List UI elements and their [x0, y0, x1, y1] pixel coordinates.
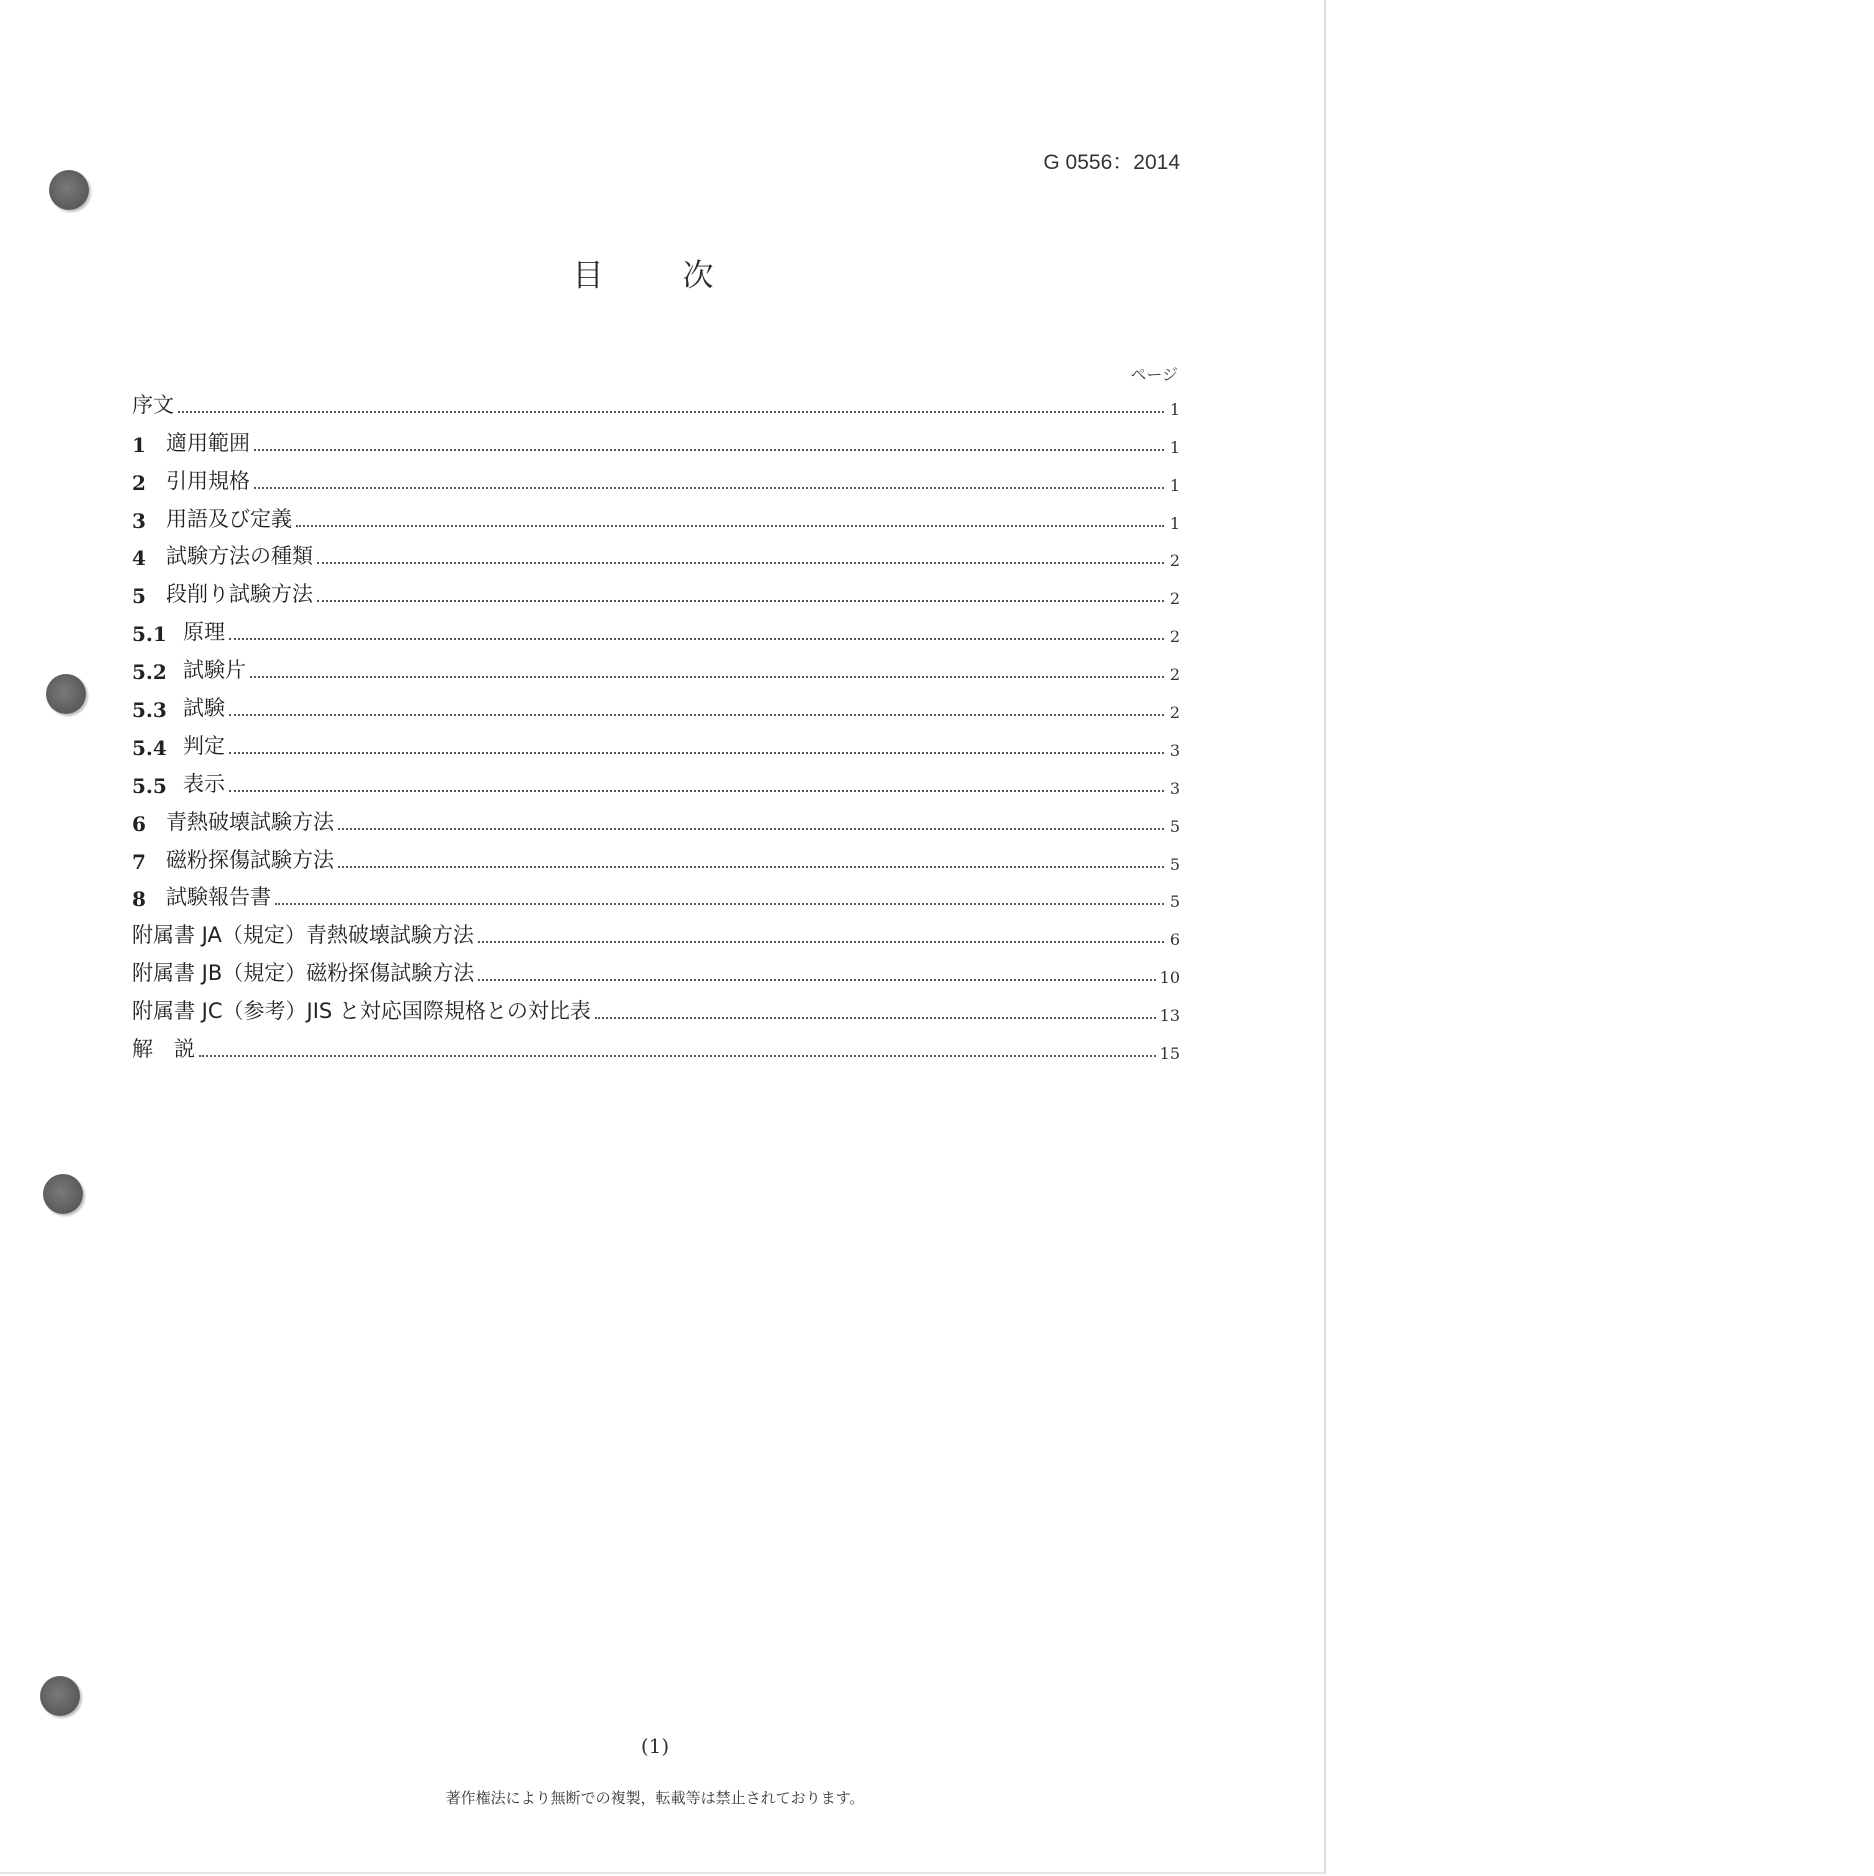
toc-entry[interactable] — [132, 573, 1180, 611]
toc-leader-dots — [254, 487, 1164, 489]
toc-leader-dots — [317, 600, 1164, 602]
toc-leader-dots — [275, 903, 1164, 905]
toc-entry[interactable] — [132, 914, 1180, 952]
toc-leader-dots — [478, 979, 1155, 981]
toc-entry-title: 試験 — [183, 696, 225, 721]
toc-leader-dots — [595, 1017, 1156, 1019]
toc-entry-page: 2 — [1169, 627, 1180, 647]
toc-entry[interactable] — [132, 763, 1180, 801]
toc-entry-page: 1 — [1169, 399, 1180, 419]
toc-leader-dots — [338, 828, 1164, 830]
toc-entry-number: 1 — [132, 432, 146, 457]
toc-entry[interactable] — [132, 649, 1180, 687]
document-code: G 0556：2014 — [1043, 151, 1180, 174]
toc-entry-number: 5 — [132, 584, 146, 609]
page-column-label: ページ — [1130, 365, 1178, 384]
toc-entry[interactable] — [132, 536, 1180, 574]
toc-entry[interactable] — [132, 422, 1180, 460]
toc-entry-page: 13 — [1159, 1006, 1180, 1026]
toc-entry[interactable] — [132, 877, 1180, 915]
toc-leader-dots — [229, 752, 1164, 754]
toc-entry-page: 15 — [1159, 1044, 1180, 1064]
toc-entry-page: 2 — [1169, 703, 1180, 723]
toc-leader-dots — [338, 866, 1164, 868]
toc-entry-title: 序文 — [132, 392, 174, 417]
toc-entry-number: 4 — [132, 546, 146, 571]
toc-entry-number: 5.5 — [132, 773, 167, 798]
toc-entry-page: 2 — [1169, 665, 1180, 685]
toc-entry-page: 1 — [1169, 437, 1180, 457]
toc-leader-dots — [250, 676, 1164, 678]
toc-entry-page: 5 — [1169, 854, 1180, 874]
punch-hole — [43, 1174, 83, 1214]
toc-entry-page: 5 — [1169, 892, 1180, 912]
toc-leader-dots — [254, 449, 1164, 451]
toc-entry-page: 3 — [1169, 778, 1180, 798]
toc-leader-dots — [178, 411, 1164, 413]
toc-entry-title: 試験片 — [183, 658, 246, 683]
toc-entry-page: 1 — [1169, 513, 1180, 533]
toc-entry-number: 5.4 — [132, 735, 167, 760]
toc-entry-page: 3 — [1169, 740, 1180, 760]
toc-entry[interactable] — [132, 839, 1180, 877]
toc-entry[interactable] — [132, 801, 1180, 839]
punch-hole — [49, 170, 89, 210]
toc-entry-title: 試験方法の種類 — [166, 544, 313, 569]
toc-entry-number: 5.1 — [132, 622, 167, 647]
toc-entry[interactable] — [132, 384, 1180, 422]
punch-hole — [40, 1676, 80, 1716]
toc-entry-page: 2 — [1169, 589, 1180, 609]
toc-leader-dots — [199, 1055, 1156, 1057]
toc-entry-page: 2 — [1169, 551, 1180, 571]
toc-entry-number: 3 — [132, 508, 146, 533]
toc-entry[interactable] — [132, 611, 1180, 649]
toc-entry-title: 段削り試験方法 — [166, 582, 313, 607]
toc-entry[interactable] — [132, 687, 1180, 725]
toc-entry-number: 2 — [132, 470, 146, 495]
toc-leader-dots — [317, 562, 1164, 564]
toc-entry-title: 引用規格 — [166, 468, 250, 493]
toc-entry-title: 表示 — [183, 771, 225, 796]
toc-entry-number: 6 — [132, 811, 146, 836]
copyright-notice: 著作権法により無断での複製，転載等は禁止されております。 — [445, 1789, 865, 1807]
toc-entry-page: 6 — [1169, 930, 1180, 950]
toc-entry-number: 7 — [132, 849, 146, 874]
toc-leader-dots — [296, 525, 1164, 527]
toc-leader-dots — [229, 638, 1164, 640]
toc-entry-title: 磁粉探傷試験方法 — [166, 847, 334, 872]
toc-entry-title: 適用範囲 — [166, 430, 250, 455]
toc-entry-title: 附属書 JA（規定）青熱破壊試験方法 — [132, 923, 474, 948]
page-number: (1) — [640, 1734, 670, 1758]
toc-entry[interactable] — [132, 498, 1180, 536]
table-of-contents — [132, 384, 1180, 1066]
toc-entry[interactable] — [132, 952, 1180, 990]
toc-entry-number: 5.3 — [132, 698, 167, 723]
toc-entry-title: 附属書 JB（規定）磁粉探傷試験方法 — [132, 961, 475, 986]
page-title: 目 次 — [572, 258, 738, 294]
toc-entry[interactable] — [132, 1028, 1180, 1066]
toc-leader-dots — [229, 714, 1164, 716]
toc-entry-number: 8 — [132, 887, 146, 912]
toc-entry[interactable] — [132, 460, 1180, 498]
toc-entry-page: 10 — [1159, 968, 1180, 988]
toc-entry-title: 附属書 JC（参考）JIS と対応国際規格との対比表 — [132, 999, 591, 1024]
toc-entry-number: 5.2 — [132, 660, 167, 685]
punch-hole — [46, 674, 86, 714]
toc-leader-dots — [229, 790, 1164, 792]
toc-entry[interactable] — [132, 725, 1180, 763]
toc-entry-title: 試験報告書 — [166, 885, 271, 910]
toc-entry-title: 用語及び定義 — [166, 506, 292, 531]
toc-entry-title: 原理 — [183, 620, 225, 645]
toc-entry[interactable] — [132, 990, 1180, 1028]
toc-entry-title: 青熱破壊試験方法 — [166, 809, 334, 834]
toc-leader-dots — [478, 941, 1164, 943]
toc-entry-page: 5 — [1169, 816, 1180, 836]
toc-entry-title: 判定 — [183, 733, 225, 758]
toc-entry-page: 1 — [1169, 475, 1180, 495]
toc-entry-title: 解 説 — [132, 1037, 195, 1062]
